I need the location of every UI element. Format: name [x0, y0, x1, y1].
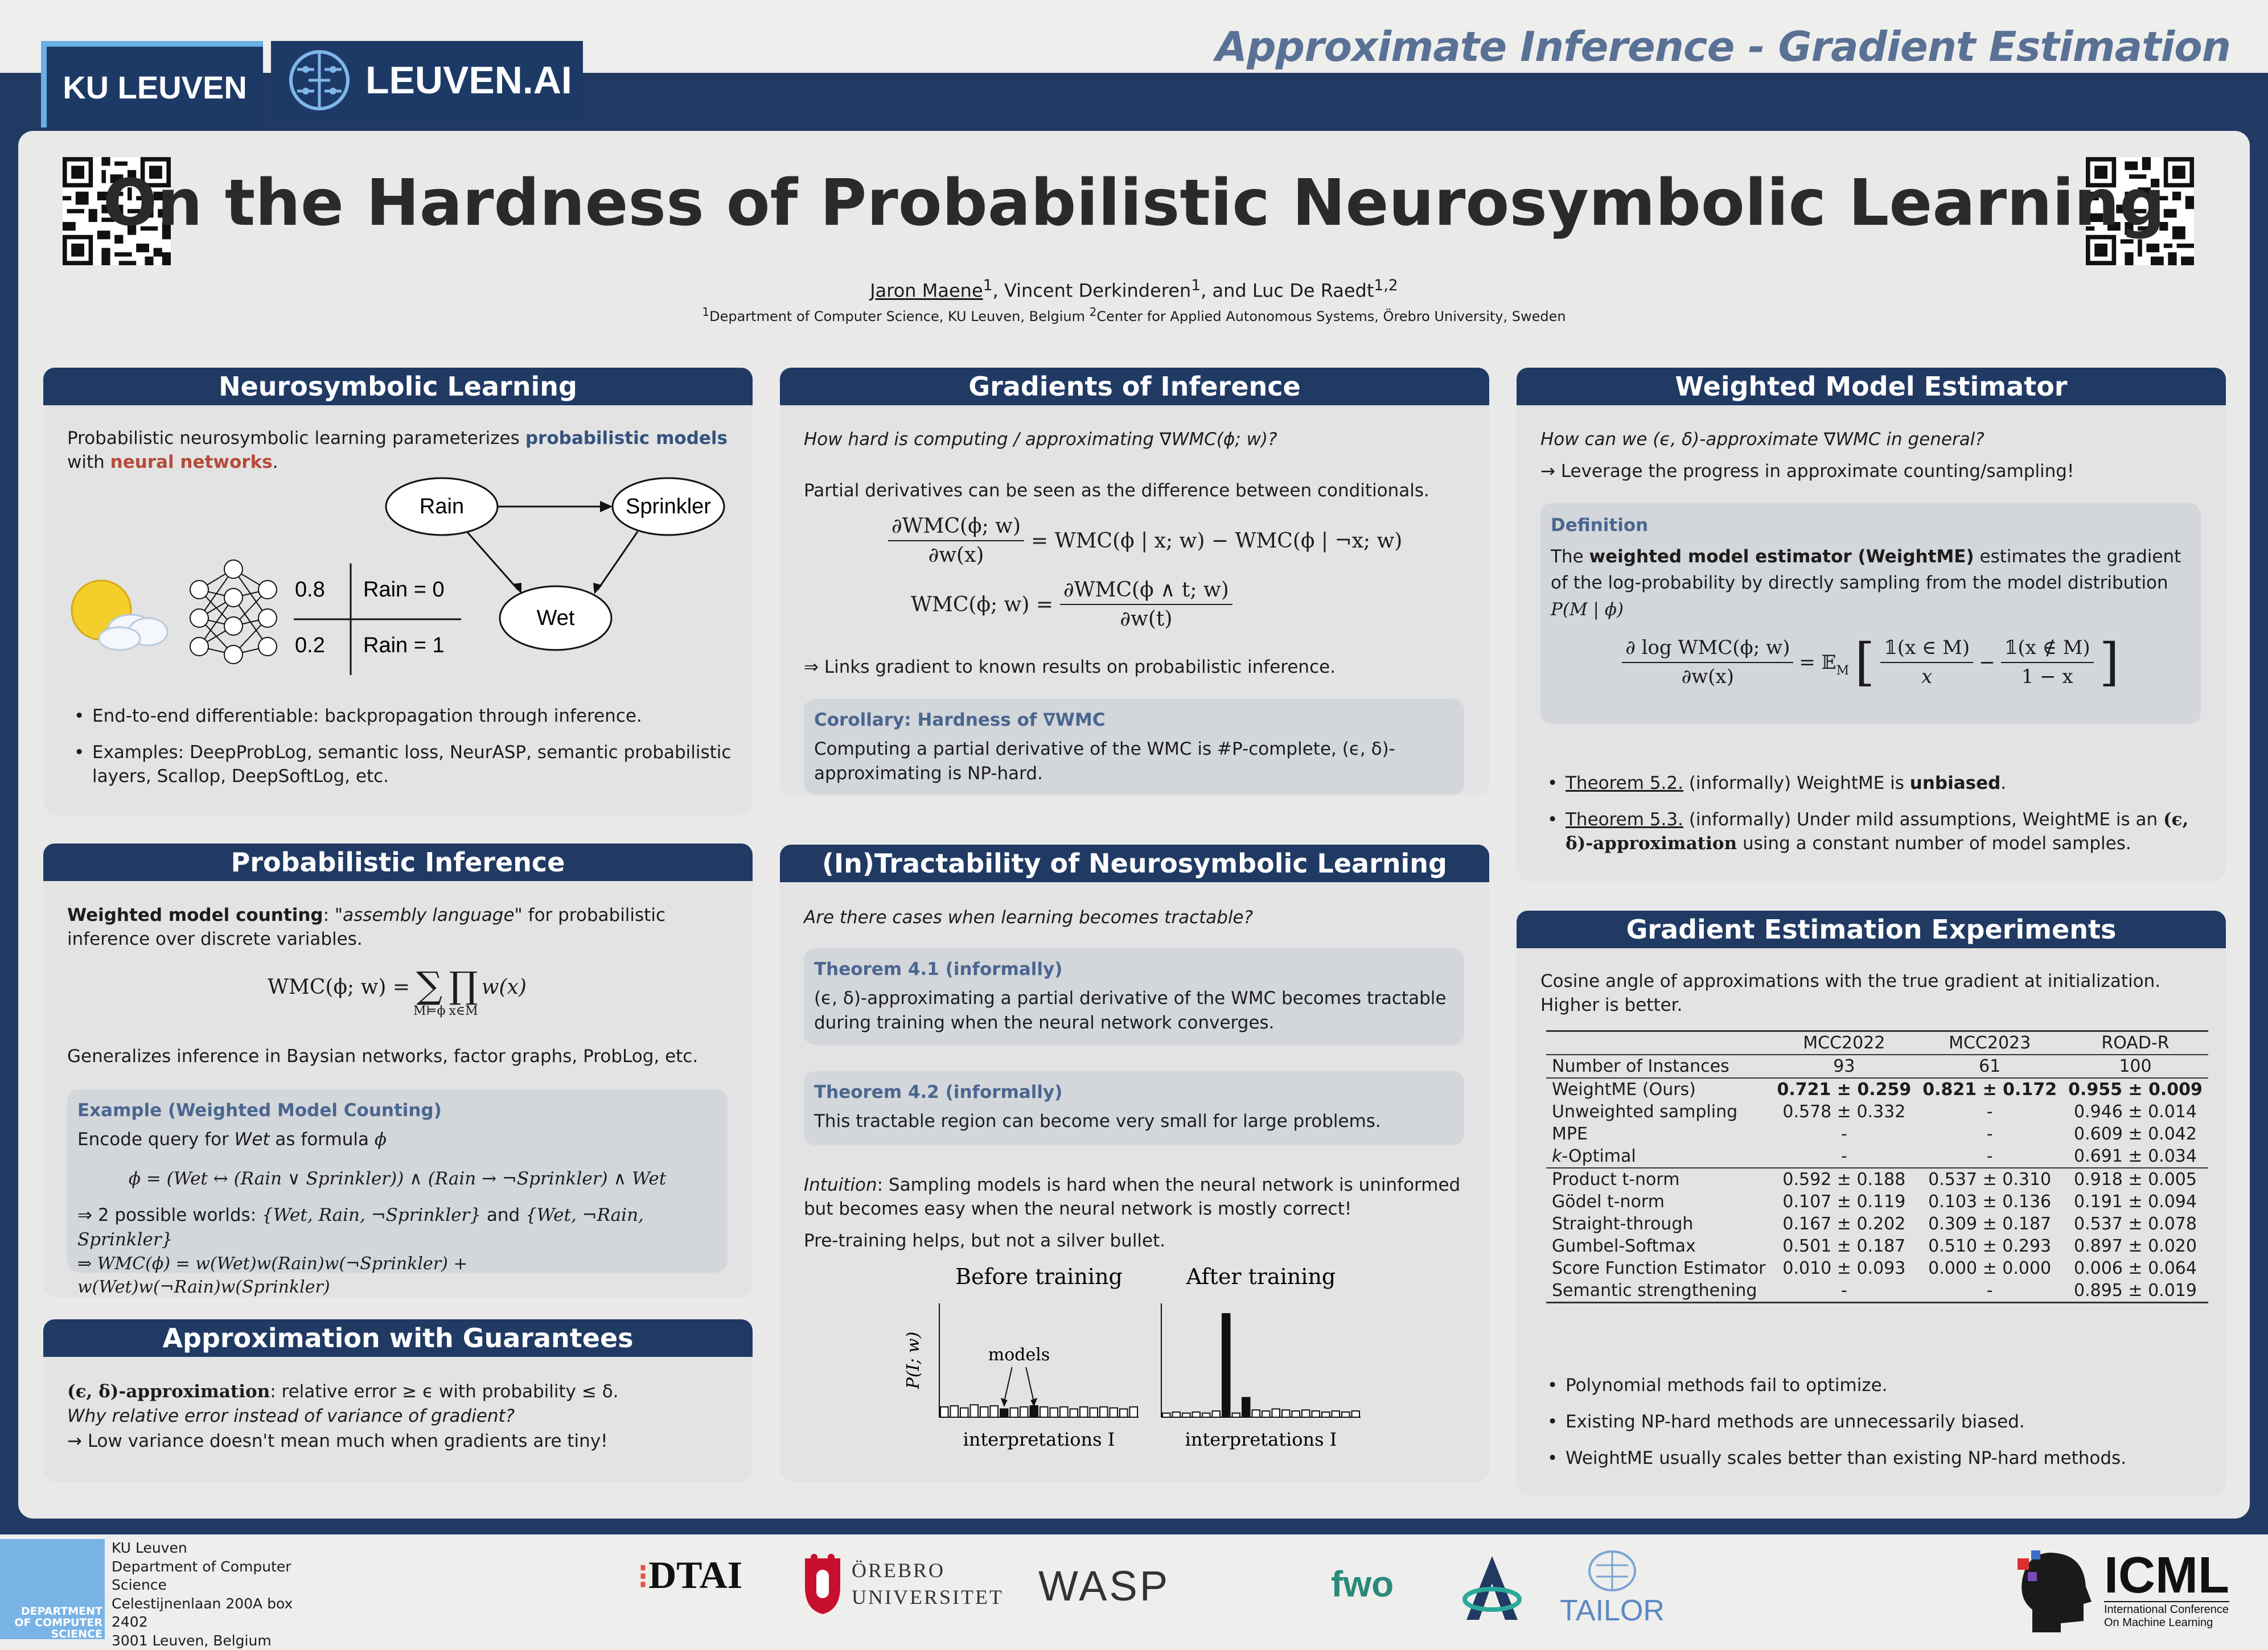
orebro-logo: ÖREBRO UNIVERSITET — [803, 1553, 1004, 1615]
chart-bar — [1322, 1412, 1330, 1417]
neurosymbolic-diagram — [63, 478, 734, 689]
table-cell: 0.955 ± 0.009 — [2062, 1078, 2208, 1101]
table-cell: 0.537 ± 0.078 — [2073, 1214, 2197, 1234]
gradient-equation-1: $\frac{\text{∂WMC(ϕ; w)}}{\partial w(x)}$ = WMC(ϕ | x; w) − WMC(ϕ | ¬x; w) — [888, 515, 1402, 567]
table-row — [1546, 1101, 2208, 1123]
table-row — [1546, 1168, 2208, 1191]
column-header: ROAD-R — [2062, 1031, 2208, 1055]
chart-bar — [1110, 1408, 1118, 1417]
prob-value: 0.2 — [295, 633, 325, 657]
chart-bar — [1090, 1408, 1098, 1417]
experiment-bullets — [1540, 1374, 2207, 1483]
chart-bar — [960, 1408, 968, 1417]
theorem-bullets — [1540, 772, 2207, 869]
chart-bar — [1302, 1410, 1310, 1417]
poster-title: On the Hardness of Probabilistic Neurosymbolic Learning — [102, 166, 2166, 240]
chart-bar — [940, 1407, 948, 1417]
pretraining-text: Pre-training helps, but not a silver bullet. — [804, 1231, 1166, 1251]
wmc-intro: Weighted model counting: "assembly language" for probabilistic inference over discrete variables. — [67, 905, 665, 949]
affiliation: Center for Applied Autonomous Systems, Örebro University, Sweden — [1096, 308, 1566, 324]
table-cell: 0.691 ± 0.034 — [2073, 1146, 2197, 1166]
corollary-title: Corollary: Hardness of ∇WMC — [814, 710, 1106, 730]
chart-bar — [1130, 1407, 1138, 1417]
row-label: Score Function Estimator — [1552, 1258, 1766, 1278]
bullet-item: • Theorem 5.2. (informally) WeightME is unbiased. — [1540, 772, 2207, 796]
chart-bar — [1222, 1314, 1230, 1417]
table-cell: 0.107 ± 0.119 — [1782, 1192, 1906, 1212]
section-heading: Gradient Estimation Experiments — [1517, 911, 2226, 948]
bullet-item: • Polynomial methods fail to optimize. — [1540, 1374, 2207, 1398]
table-cell: - — [1986, 1146, 1993, 1166]
table-cell: 0.191 ± 0.094 — [2073, 1192, 2197, 1212]
table-cell: - — [1986, 1102, 1993, 1122]
wmc-equation: WMC(ϕ; w) = ∑ M⊨ϕ ∏ x∈M w(x) — [268, 965, 527, 1018]
row-label: Number of Instances — [1546, 1055, 1771, 1078]
leverage-text: → Leverage the progress in approximate counting/sampling! — [1540, 461, 2074, 482]
row-label: Gumbel-Softmax — [1552, 1236, 1696, 1256]
encode-text: Encode query for Wet as formula ϕ — [77, 1129, 387, 1150]
bullet-item: • Theorem 5.3. (informally) Under mild assumptions, WeightME is an (ϵ, δ)-approximation using a constant number of model samples. — [1540, 808, 2207, 856]
chart-title: After training — [1186, 1264, 1336, 1289]
row-label: MPE — [1552, 1124, 1588, 1144]
definition-title: Definition — [1551, 515, 1649, 536]
chart-bar — [1342, 1412, 1350, 1417]
example-title: Example (Weighted Model Counting) — [77, 1100, 442, 1121]
chart-bar — [1213, 1411, 1221, 1417]
y-axis-label: P(I; w) — [903, 1331, 923, 1389]
annotation-arrow — [1004, 1367, 1012, 1402]
orebro-shield-icon — [803, 1553, 843, 1615]
worlds-text: ⇒ 2 possible worlds: {Wet, Rain, ¬Sprinkler} and {Wet, ¬Rain, Sprinkler} — [77, 1205, 644, 1250]
table-cell: 100 — [2062, 1055, 2208, 1078]
chart-bar — [1182, 1413, 1190, 1417]
theorem-text: This tractable region can become very small for large problems. — [814, 1110, 1381, 1131]
column-header: MCC2023 — [1917, 1031, 2062, 1055]
intro-text: Probabilistic neurosymbolic learning parameterizes probabilistic models with neural networks. — [67, 428, 728, 472]
x-axis-label: interpretations I — [963, 1429, 1115, 1450]
partial-text: Partial derivatives can be seen as the difference between conditionals. — [804, 480, 1429, 501]
table-row — [1546, 1078, 2208, 1101]
corollary-text: Computing a partial derivative of the WMC is #P-complete, (ϵ, δ)-approximating is NP-hard. — [814, 738, 1395, 784]
weightme-equation: $\frac{\text{∂ log WMC(ϕ; w)}}{\partial w(x)}$ = 𝔼 $_M$ [ $\frac{𝟙(x \in M)}{x}$ − $\frac{𝟙(x \notin M)}{1 - x}$ ] — [1551, 632, 2191, 693]
chart-bar — [1252, 1410, 1260, 1417]
section-heading: Probabilistic Inference — [43, 843, 753, 881]
affiliation-marker: 1 — [702, 305, 710, 319]
table-row — [1546, 1279, 2208, 1303]
fwo-logo: fwo — [1331, 1563, 1394, 1604]
training-distribution-charts — [894, 1264, 1383, 1457]
bullet-item: • End-to-end differentiable: backpropagation through inference. — [67, 705, 733, 729]
chart-bar — [1162, 1413, 1170, 1417]
theorem-title: Theorem 4.1 (informally) — [814, 959, 1063, 980]
bullet-item: • Existing NP-hard methods are unnecessarily biased. — [1540, 1410, 2207, 1434]
chart-bar — [1193, 1412, 1201, 1417]
chart-title: Before training — [955, 1264, 1123, 1289]
table-cell: 0.821 ± 0.172 — [1917, 1078, 2062, 1101]
prob-value: 0.8 — [295, 578, 325, 602]
arrow-head — [1001, 1398, 1008, 1407]
table-header-row — [1546, 1031, 2208, 1055]
chart-bar — [1100, 1407, 1108, 1417]
table-row — [1546, 1191, 2208, 1213]
definition-text: The weighted model estimator (WeightME) estimates the gradient of the log-probability by directly sampling from the model distribution P(M | ϕ) — [1551, 546, 2181, 620]
table-row — [1546, 1123, 2208, 1145]
row-label: Gödel t-norm — [1552, 1192, 1665, 1212]
table-cell: 0.578 ± 0.332 — [1782, 1102, 1906, 1122]
annotation-arrow — [1026, 1367, 1034, 1402]
affiliations — [0, 305, 2268, 324]
icml-head-icon — [2015, 1547, 2095, 1632]
chart-bar — [1030, 1406, 1038, 1417]
table-cell: 0.918 ± 0.005 — [2062, 1168, 2208, 1191]
brain-icon — [286, 47, 353, 114]
definition-box — [1540, 503, 2201, 724]
leuven-ai-logo: LEUVEN.AI — [271, 41, 583, 120]
table-cell: - — [1986, 1124, 1993, 1144]
table-cell: 0.309 ± 0.187 — [1928, 1214, 2052, 1234]
chart-bar — [1040, 1407, 1048, 1417]
approx-text: (ϵ, δ)-approximation: relative error ≥ ϵ with probability ≤ δ. Why relative error instead of variance of gradient? → Low variance doesn't mean much when gradients are tiny! — [67, 1381, 619, 1451]
table-cell: 0.103 ± 0.136 — [1928, 1192, 2052, 1212]
section-heading: Neurosymbolic Learning — [43, 368, 753, 405]
generalizes-text: Generalizes inference in Baysian networks, factor graphs, ProbLog, etc. — [67, 1046, 699, 1067]
author-list — [0, 277, 2268, 302]
a-logo-icon — [1461, 1552, 1523, 1626]
table-cell: 61 — [1917, 1055, 2062, 1078]
chart-bar — [1202, 1413, 1210, 1417]
chart-bar — [1020, 1407, 1028, 1417]
column-header — [1546, 1031, 1771, 1055]
table-cell: 0.501 ± 0.187 — [1782, 1236, 1906, 1256]
table-row — [1546, 1213, 2208, 1235]
separator: , and — [1201, 279, 1252, 302]
chart-bar — [1352, 1411, 1360, 1417]
chart-bar — [1010, 1408, 1018, 1417]
table-cell: 0.609 ± 0.042 — [2073, 1124, 2197, 1144]
table-cell: 0.000 ± 0.000 — [1928, 1258, 2052, 1278]
row-label: Product t-norm — [1546, 1168, 1771, 1191]
weather-icon — [72, 581, 167, 650]
section-heading: Approximation with Guarantees — [43, 1319, 753, 1357]
icml-logo: ICML International Conference On Machine Learning — [2015, 1547, 2229, 1632]
table-cell: 0.167 ± 0.202 — [1782, 1214, 1906, 1234]
gradient-question: How hard is computing / approximating ∇WMC(ϕ; w)? — [804, 429, 1277, 450]
footer-address: KU Leuven Department of Computer Science Celestijnenlaan 200A box 2402 3001 Leuven, Belgium — [112, 1540, 293, 1649]
table-cell: 0.721 ± 0.259 — [1771, 1078, 1917, 1101]
table-cell: 0.897 ± 0.020 — [2073, 1236, 2197, 1256]
gradient-equation-2: WMC(ϕ; w) = $\frac{\text{∂WMC(ϕ ∧ t; w)}}{\partial w(t)}$ — [911, 578, 1232, 631]
formula: ϕ = (Wet ↔ (Rain ∨ Sprinkler)) ∧ (Rain → ¬Sprinkler) ∧ Wet — [128, 1168, 667, 1189]
department-logo: DEPARTMENT OF COMPUTER SCIENCE — [0, 1539, 105, 1639]
links-text: ⇒ Links gradient to known results on probabilistic inference. — [804, 657, 1336, 677]
neural-network-icon — [190, 560, 277, 664]
separator: , — [992, 279, 1004, 302]
chart-bar — [1060, 1407, 1068, 1417]
chart-bar — [1050, 1408, 1058, 1417]
table-cell: 0.895 ± 0.019 — [2062, 1279, 2208, 1303]
bullet-item: • Examples: DeepProbLog, semantic loss, NeurASP, semantic probabilistic layers, Scallop, DeepSoftLog, etc. — [67, 741, 733, 789]
table-cell: - — [1840, 1146, 1847, 1166]
tailor-brain-icon — [1585, 1548, 1640, 1594]
table-cell: 0.592 ± 0.188 — [1771, 1168, 1917, 1191]
chart-bar — [1332, 1411, 1340, 1417]
author-name: Jaron Maene — [870, 279, 983, 302]
table-cell: - — [1917, 1279, 2062, 1303]
table-cell: - — [1840, 1124, 1847, 1144]
experiments-intro: Cosine angle of approximations with the true gradient at initialization. Higher is better. — [1540, 971, 2161, 1015]
estimator-question: How can we (ϵ, δ)-approximate ∇WMC in general? — [1540, 429, 1984, 450]
wmc-example: ⇒ WMC(ϕ) = w(Wet)w(Rain)w(¬Sprinkler) + w(Wet)w(¬Rain)w(Sprinkler) — [77, 1253, 468, 1298]
affiliation-marker: 2 — [1089, 305, 1097, 319]
affiliation-marker: 1,2 — [1374, 277, 1398, 294]
chart-bar — [1292, 1411, 1300, 1417]
section-heading: (In)Tractability of Neurosymbolic Learning — [780, 845, 1489, 882]
node-label: Sprinkler — [626, 495, 711, 519]
chart-bar — [971, 1405, 979, 1417]
table-row — [1546, 1235, 2208, 1257]
theorem-4-1-box — [804, 948, 1464, 1045]
table-cell: 0.510 ± 0.293 — [1928, 1236, 2052, 1256]
chart-bar — [1120, 1409, 1128, 1417]
section-heading: Gradients of Inference — [780, 368, 1489, 405]
chart-bar — [1232, 1413, 1240, 1417]
author-name: Vincent Derkinderen — [1004, 279, 1191, 302]
table-row — [1546, 1055, 2208, 1078]
section-heading: Weighted Model Estimator — [1517, 368, 2226, 405]
table-cell: 0.010 ± 0.093 — [1782, 1258, 1906, 1278]
models-annotation: models — [988, 1345, 1050, 1365]
row-label: Straight-through — [1552, 1214, 1694, 1234]
chart-bar — [1173, 1412, 1181, 1417]
column-header: MCC2022 — [1771, 1031, 1917, 1055]
table-cell: 0.006 ± 0.064 — [2073, 1258, 2197, 1278]
intuition-text: Intuition: Sampling models is hard when the neural network is uninformed but becomes easy when the neural network is mostly correct! — [804, 1175, 1461, 1219]
x-axis-label: interpretations I — [1185, 1429, 1337, 1450]
chart-bar — [1070, 1409, 1078, 1417]
theorem-title: Theorem 4.2 (informally) — [814, 1082, 1063, 1102]
row-label: Unweighted sampling — [1552, 1102, 1738, 1122]
chart-bar — [1242, 1397, 1250, 1417]
chart-bar — [951, 1406, 959, 1417]
ku-leuven-logo: KU LEUVEN — [41, 41, 263, 127]
bullet-item: • WeightME usually scales better than existing NP-hard methods. — [1540, 1447, 2207, 1471]
row-label: WeightME (Ours) — [1546, 1078, 1771, 1101]
table-cell: - — [1771, 1279, 1917, 1303]
table-row — [1546, 1257, 2208, 1279]
author-name: Luc De Raedt — [1252, 279, 1374, 302]
example-box — [67, 1089, 728, 1298]
table-cell: 0.946 ± 0.014 — [2073, 1102, 2197, 1122]
rain-label: Rain = 1 — [363, 633, 445, 657]
chart-bar — [1000, 1409, 1008, 1417]
table-cell: 93 — [1771, 1055, 1917, 1078]
tractability-question: Are there cases when learning becomes tractable? — [804, 907, 1254, 928]
chart-bar — [1312, 1411, 1320, 1417]
chart-bar — [1272, 1409, 1280, 1417]
theorem-4-2-box — [804, 1071, 1464, 1145]
results-table — [1546, 1030, 2208, 1303]
tailor-logo: TAILOR — [1560, 1548, 1665, 1628]
node-label: Wet — [536, 606, 575, 630]
table-row — [1546, 1145, 2208, 1168]
row-label: Semantic strengthening — [1546, 1279, 1771, 1303]
theorem-text: (ϵ, δ)-approximating a partial derivative of the WMC becomes tractable during training when the neural network converges. — [814, 987, 1447, 1033]
table-cell: 0.537 ± 0.310 — [1917, 1168, 2062, 1191]
dtai-logo: ⁝DTAI — [638, 1553, 743, 1596]
bullet-list — [67, 705, 733, 801]
chart-bar — [1282, 1410, 1290, 1417]
poster-topic: Approximate Inference - Gradient Estimation — [1215, 23, 2230, 71]
rain-label: Rain = 0 — [363, 578, 445, 602]
corollary-box — [804, 699, 1464, 795]
chart-bar — [991, 1406, 999, 1417]
row-label: k-Optimal — [1552, 1146, 1636, 1166]
node-label: Rain — [419, 495, 465, 519]
chart-bar — [980, 1407, 988, 1417]
affiliation: Department of Computer Science, KU Leuven, Belgium — [709, 308, 1086, 324]
chart-bar — [1262, 1411, 1270, 1417]
affiliation-marker: 1 — [983, 277, 993, 294]
chart-bar — [1080, 1407, 1088, 1417]
wasp-logo: WASP — [1038, 1562, 1170, 1610]
affiliation-marker: 1 — [1191, 277, 1201, 294]
